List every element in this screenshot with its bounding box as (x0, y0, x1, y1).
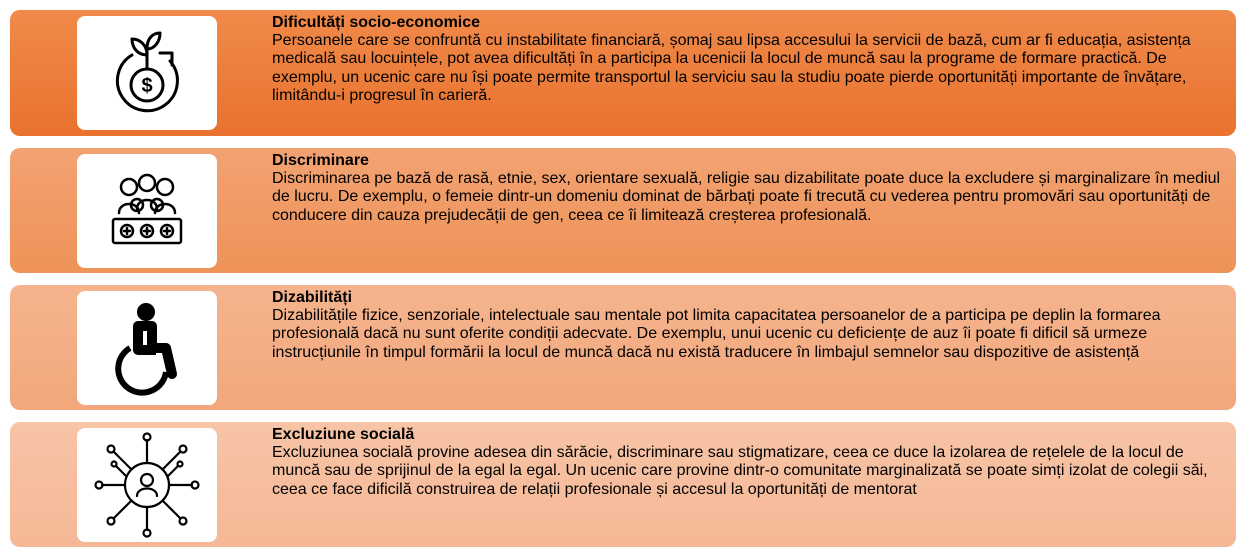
card-text: Persoanele care se confruntă cu instabilitate financiară, șomaj sau lipsa accesului la servicii de bază, cum ar fi educația, asistența medicală sau locuințele, pot avea dificultăți în a participa la ucenicii la locul de muncă sau la programe de formare practică. De exemplu, un ucenic care nu își poate permite transportul la serviciu sau la studiu poate pierde oportunități importante de învățare, limitându-i progresul în carieră. (272, 32, 1191, 105)
icon-box (77, 291, 217, 405)
card-dizabilitati (10, 285, 1236, 410)
icon-box (77, 154, 217, 268)
card-socio-economic (10, 10, 1236, 136)
card-title: Dificultăți socio-economice (272, 14, 481, 31)
icon-box (77, 16, 217, 130)
money-growth-icon (102, 25, 192, 121)
card-text: Discriminarea pe bază de rasă, etnie, sex, orientare sexuală, religie sau dizabilitate poate duce la excludere și marginalizare în mediul de lucru. De exemplu, o femeie dintr-un domeniu dominat de bărbați poate fi trecută cu vederea pentru promovări sau oportunități de conducere din cauza prejudecății de gen, ceea ce îi limitează creșterea profesională. (272, 170, 1221, 224)
card-title: Excluziune socială (272, 426, 415, 443)
card-excluziune (10, 422, 1236, 547)
card-text: Dizabilitățile fizice, senzoriale, intelectuale sau mentale pot limita capacitatea persoanelor de a participa pe deplin la formarea profesională dacă nu sunt oferite condiții adecvate. De exemplu, unui ucenic cu deficiențe de auz îi poate fi dificil să urmeze instrucțiunile în timpul formării la locul de muncă dacă nu există traducere în limbajul semnelor sau dispozitive de asistență (272, 307, 1161, 361)
group-people-icon (107, 169, 187, 253)
svg-text:$: $ (141, 75, 153, 97)
card-title: Discriminare (272, 152, 369, 169)
network-person-icon (92, 430, 202, 540)
card-title: Dizabilități (272, 289, 353, 306)
card-text: Excluziunea socială provine adesea din sărăcie, discriminare sau stigmatizare, ceea ce duce la izolarea de rețelele de la locul de muncă sau de sprijinul de la egal la egal. Un ucenic care provine dintr-o comunitate marginalizată se poate simți izolat de colegii săi, ceea ce face dificilă construirea de relații profesionale și accesul la oportunități de mentorat (272, 444, 1208, 498)
card-discriminare (10, 148, 1236, 273)
wheelchair-icon (112, 300, 182, 396)
icon-box (77, 428, 217, 542)
